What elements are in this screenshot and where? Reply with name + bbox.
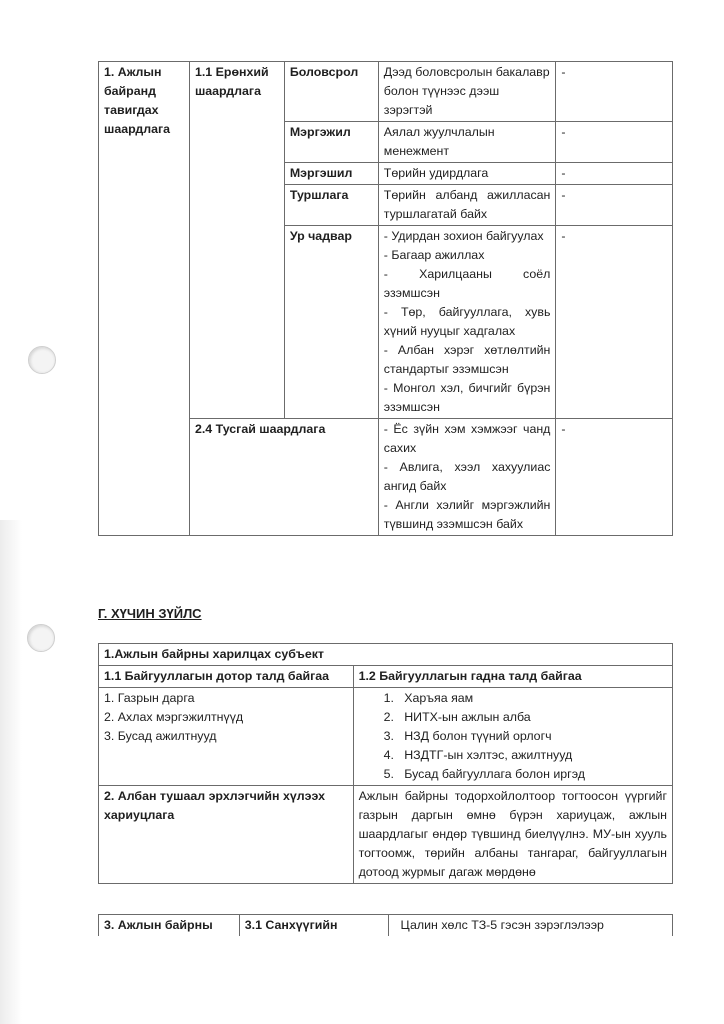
skill-item: - Удирдан зохион байгуулах [383, 229, 544, 243]
list-item [384, 689, 667, 708]
contacts-table [98, 643, 673, 884]
requirement-extra: - [556, 419, 673, 536]
requirement-name: Боловсрол [284, 62, 378, 122]
table-row [99, 688, 673, 786]
contacts-header: 1.Ажлын байрны харилцах субъект [99, 644, 673, 666]
requirement-value: Төрийн удирдлага [378, 163, 556, 185]
list-item: 1. Газрын дарга [104, 691, 195, 705]
requirement-name: Ур чадвар [284, 226, 378, 419]
skill-item: - Багаар ажиллах [383, 248, 485, 262]
list-number: 2. [383, 710, 394, 724]
list-text: Харъяа яам [404, 691, 474, 705]
list-number: 3. [383, 729, 394, 743]
table-row [99, 786, 673, 884]
skill-item: - Монгол хэл, бичгийг бүрэн эзэмшсэн [383, 381, 551, 414]
table-row [99, 644, 673, 666]
responsibility-text: Ажлын байрны тодорхойлолтоор тогтоосон үүргийг газрын даргын өмнө бүрэн хариуцаж, ажлын шаардлагыг өндөр түвшинд биелүүлнэ. МУ-ын хууль тогтоомж, төрийн албаны тангараг, байгууллагын дотоод журмыг дагаж мөрдөнө [353, 786, 672, 884]
requirements-group-label: 1. Ажлын байранд тавигдах шаардлага [99, 62, 190, 536]
special-requirements-label: 2.4 Тусгай шаардлага [189, 419, 378, 536]
table-row [99, 666, 673, 688]
skill-item: - Харилцааны соёл эзэмшсэн [383, 267, 551, 300]
list-item [384, 746, 667, 765]
requirement-name: Мэргэжил [284, 122, 378, 163]
general-requirements-label: 1.1 Ерөнхий шаардлага [189, 62, 284, 419]
special-item: - Авлига, хээл хахуулиас ангид байх [383, 460, 551, 493]
skill-item: - Төр, байгууллага, хувь хүний нууцыг хадгалах [383, 305, 551, 338]
requirement-extra: - [556, 122, 673, 163]
special-requirements-list [378, 419, 556, 536]
requirement-value: Дээд боловсролын бакалавр болон түүнээс дээш зэрэгтэй [378, 62, 556, 122]
list-text: НЗД болон түүний орлогч [404, 729, 552, 743]
external-header: 1.2 Байгууллагын гадна талд байгаа [353, 666, 672, 688]
list-number: 4. [383, 748, 394, 762]
requirement-extra: - [556, 226, 673, 419]
punch-hole [28, 346, 56, 374]
external-list [353, 688, 672, 786]
list-text: НЗДТГ-ын хэлтэс, ажилтнууд [404, 748, 573, 762]
requirement-value: Аялал жуулчлалын менежмент [378, 122, 556, 163]
bottom-cell-2: 3.1 Санхүүгийн [239, 915, 388, 937]
punch-hole [27, 624, 55, 652]
internal-list [99, 688, 354, 786]
section-heading: Г. ХҮЧИН ЗҮЙЛС [98, 606, 202, 621]
special-item: - Ёс зүйн хэм хэмжээг чанд сахих [383, 422, 551, 455]
requirement-name: Туршлага [284, 185, 378, 226]
skills-list [378, 226, 556, 419]
list-number: 5. [383, 767, 394, 781]
list-number: 1. [383, 691, 394, 705]
special-item: - Англи хэлийг мэргэжлийн түвшинд эзэмшсэн байх [383, 498, 551, 531]
requirements-table [98, 61, 673, 536]
scan-edge-shadow [0, 520, 22, 1024]
skill-item: - Албан хэрэг хөтлөлтийн стандартыг эзэмшсэн [383, 343, 551, 376]
requirement-name: Мэргэшил [284, 163, 378, 185]
requirement-value: Төрийн албанд ажилласан туршлагатай байх [378, 185, 556, 226]
table-row [99, 915, 673, 937]
list-text: НИТХ-ын ажлын алба [404, 710, 531, 724]
table-row [99, 62, 673, 122]
requirement-extra: - [556, 163, 673, 185]
internal-header: 1.1 Байгууллагын дотор талд байгаа [99, 666, 354, 688]
responsibility-label: 2. Албан тушаал эрхлэгчийн хүлээх хариуцлага [99, 786, 354, 884]
list-item: 2. Ахлах мэргэжилтнүүд [104, 710, 244, 724]
bottom-table [98, 914, 673, 936]
requirement-extra: - [556, 62, 673, 122]
list-item: 3. Бусад ажилтнууд [104, 729, 217, 743]
list-item [384, 727, 667, 746]
list-item [384, 708, 667, 727]
list-text: Бусад байгууллага болон иргэд [404, 767, 585, 781]
bottom-cell-1: 3. Ажлын байрны [99, 915, 240, 937]
list-item [384, 765, 667, 784]
bottom-cell-3: Цалин хөлс ТЗ-5 гэсэн зэрэглэлээр [388, 915, 672, 937]
requirement-extra: - [556, 185, 673, 226]
